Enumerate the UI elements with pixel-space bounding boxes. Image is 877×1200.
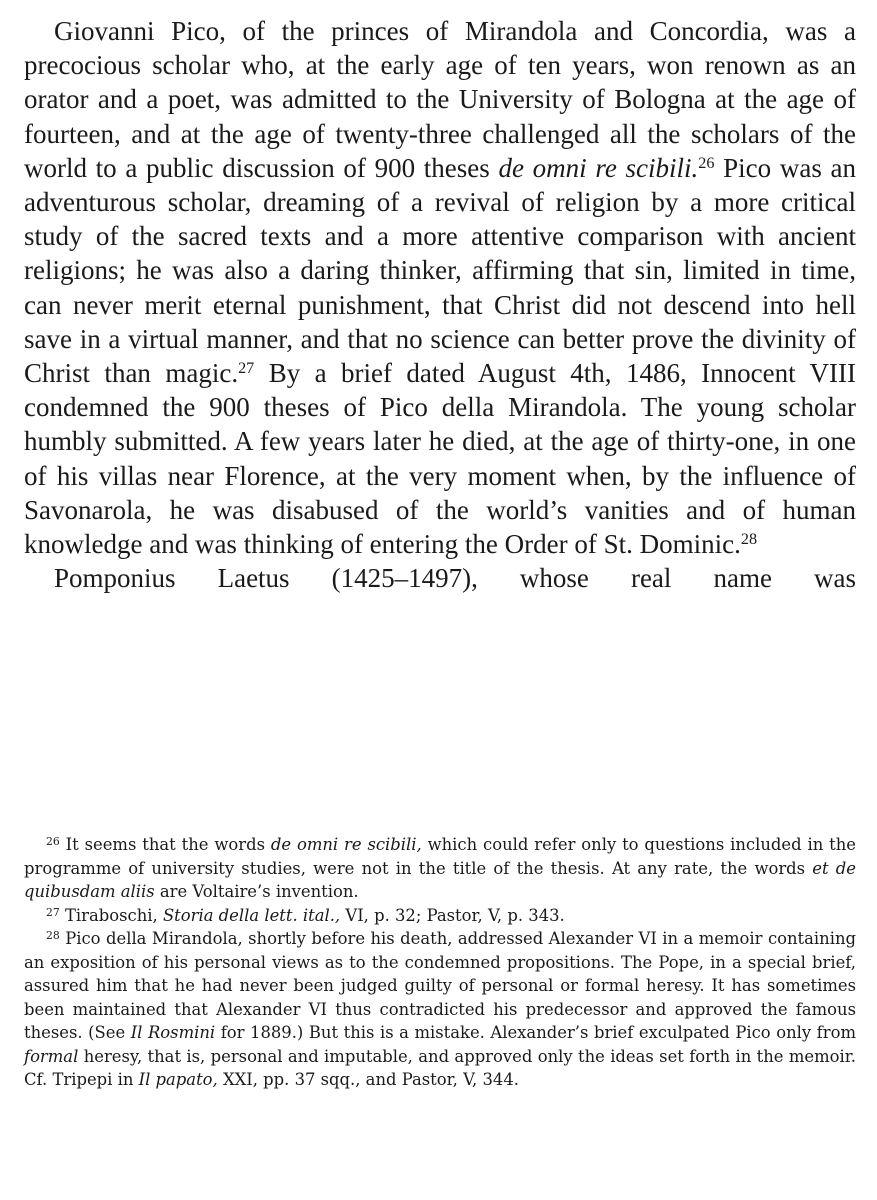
footnote-26 [24, 833, 856, 904]
pomponius-text: Pomponius Laetus (1425–1497), whose real name was [54, 563, 856, 594]
pico-italic-phrase: de omni re scibili. [498, 152, 699, 183]
footnote-27-text-2: VI, p. 32; Pastor, V, p. 343. [340, 905, 565, 925]
footnote-27 [24, 904, 856, 928]
paragraph-pico [24, 14, 856, 561]
footnote-28 [24, 927, 856, 1092]
footnote-ref-28[interactable]: 28 [740, 530, 758, 549]
footnote-28-italic-3: Il papato, [138, 1070, 218, 1089]
footnote-ref-27[interactable]: 27 [238, 359, 255, 378]
footnote-27-number: 27 [46, 905, 60, 919]
footnote-26-text-1: It seems that the words [65, 835, 271, 854]
footnote-28-text-1: Pico della Mirandola, shortly before his death, addressed Alexander VI in a memoir containing an exposition of his personal views as to the condemned propositions. The Pope, in a special brief, assured him that he had never been judged guilty of personal or formal heresy. It has sometimes been maintained that Alexander VI thus contradicted his predecessor and approved the famous theses. (See [24, 929, 856, 1042]
footnote-28-text-3: heresy, that is, personal and imputable, and approved only the ideas set forth in the memoir. Cf. Tripepi in [24, 1046, 856, 1089]
footnote-26-text-3: are Voltaire’s invention. [154, 882, 359, 901]
page [24, 0, 856, 595]
footnote-28-italic-2: formal [24, 1046, 79, 1066]
pico-text-1: Giovanni Pico, of the princes of Mirandola and Concordia, was a precocious scholar who, at the early age of ten years, won renown as an orator and a poet, was admitted to the University of Bologna at the age of fourteen, and at the age of twenty-three challenged all the scholars of the world to a public discussion of 900 theses [24, 16, 856, 183]
footnote-27-text-1: Tiraboschi, [64, 905, 163, 925]
footnote-28-number: 28 [46, 929, 60, 943]
pico-text-3: By a brief dated August 4th, 1486, Innocent VIII condemned the 900 theses of Pico della Mirandola. The young scholar humbly submitted. A few years later he died, at the age of thirty-one, in one of his villas near Florence, at the very moment when, by the influence of Savonarola, he was disabused of the world’s vanities and of human knowledge and was thinking of entering the Order of St. Dominic. [24, 358, 856, 560]
footnote-27-italic-1: Storia della lett. ital., [162, 905, 341, 925]
main-text [24, 14, 856, 595]
footnote-28-italic-1: Il Rosmini [130, 1023, 216, 1042]
footnote-26-text-2: which could refer only to questions included in the programme of university studies, were not in the title of the thesis. At any rate, the words [24, 835, 856, 878]
pico-text-2: Pico was an adventurous scholar, dreaming of a revival of religion by a more critical study of the sacred texts and a more attentive comparison with ancient religions; he was also a daring thinker, affirming that sin, limited in time, can never merit eternal punishment, that Christ did not descend into hell save in a virtual manner, and that no science can better prove the divinity of Christ than magic. [24, 152, 856, 389]
footnote-26-number: 26 [46, 835, 60, 849]
footnote-28-text-4: XXI, pp. 37 sqq., and Pastor, V, 344. [217, 1070, 519, 1089]
paragraph-pomponius [24, 561, 856, 595]
cropped-running-head [24, 0, 856, 8]
footnote-ref-26[interactable]: 26 [698, 153, 715, 172]
footnote-26-italic-2: et de quibusdam aliis [24, 858, 856, 901]
footnotes [24, 833, 856, 1092]
footnote-28-text-2: for 1889.) But this is a mistake. Alexander’s brief exculpated Pico only from [215, 1023, 856, 1042]
footnote-26-italic-1: de omni re scibili, [270, 835, 422, 854]
